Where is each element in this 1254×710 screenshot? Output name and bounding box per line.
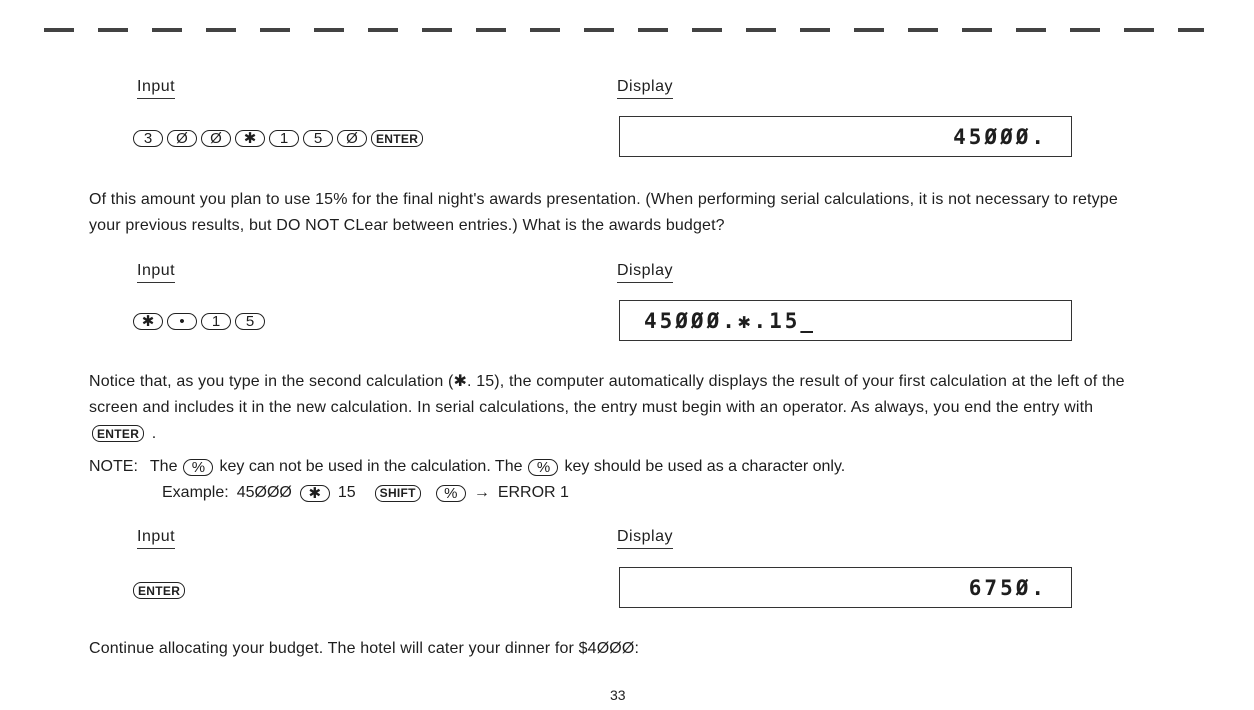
key-5[interactable]: 5 bbox=[303, 130, 333, 147]
key-sequence-3 bbox=[133, 582, 185, 599]
display-screen-3 bbox=[619, 567, 1072, 608]
note-text-pre: The bbox=[149, 458, 178, 475]
key-sequence-2 bbox=[133, 313, 265, 330]
paragraph-2-text: Notice that, as you type in the second calculation (✱. 15), the computer automatically displays the result of your first calculation at the left of the screen and includes it in the new calculation. In serial calculations, the entry must begin with an operator. As always, you end the entry with bbox=[89, 373, 1125, 416]
top-dashed-rule bbox=[44, 28, 1204, 32]
note-example bbox=[162, 480, 569, 506]
error-text: ERROR 1 bbox=[497, 484, 569, 501]
key-multiply[interactable]: ✱ bbox=[235, 130, 265, 147]
key-multiply[interactable]: ✱ bbox=[133, 313, 163, 330]
display-screen-1 bbox=[619, 116, 1072, 157]
key-percent[interactable]: % bbox=[436, 485, 466, 502]
key-multiply[interactable]: ✱ bbox=[300, 485, 330, 502]
note-text-mid: key can not be used in the calculation. The bbox=[219, 458, 523, 475]
key-sequence-1 bbox=[133, 130, 423, 147]
display-value-2: 45ØØØ.✱.15_ bbox=[644, 308, 817, 333]
key-1[interactable]: 1 bbox=[201, 313, 231, 330]
note-line bbox=[89, 454, 845, 480]
display-value-3: 675Ø. bbox=[968, 575, 1047, 600]
example-number: 15 bbox=[337, 484, 356, 501]
input-label-2: Input bbox=[137, 262, 175, 283]
key-enter[interactable]: ENTER bbox=[371, 130, 423, 147]
key-1[interactable]: 1 bbox=[269, 130, 299, 147]
key-zero[interactable]: Ø bbox=[167, 130, 197, 147]
key-percent[interactable]: % bbox=[183, 459, 213, 476]
key-zero[interactable]: Ø bbox=[201, 130, 231, 147]
display-label-1: Display bbox=[617, 78, 673, 99]
key-3[interactable]: 3 bbox=[133, 130, 163, 147]
paragraph-2 bbox=[89, 369, 1149, 447]
paragraph-1: Of this amount you plan to use 15% for the final night's awards presentation. (When performing serial calculations, it is not necessary to retype your previous results, but DO NOT CLear between entries.) What is the awards budget? bbox=[89, 191, 1118, 234]
example-value: 45ØØØ bbox=[236, 484, 292, 501]
input-label-1: Input bbox=[137, 78, 175, 99]
arrow-icon: → bbox=[473, 484, 490, 501]
input-label-3: Input bbox=[137, 528, 175, 549]
key-percent[interactable]: % bbox=[528, 459, 558, 476]
key-shift[interactable]: SHIFT bbox=[375, 485, 421, 502]
note-text-post: key should be used as a character only. bbox=[564, 458, 846, 475]
paragraph-2-end: . bbox=[151, 425, 157, 442]
page-number: 33 bbox=[610, 687, 626, 703]
example-label: Example: bbox=[162, 484, 229, 501]
key-enter[interactable]: ENTER bbox=[92, 425, 144, 442]
key-decimal-point[interactable]: • bbox=[167, 313, 197, 330]
paragraph-3: Continue allocating your budget. The hotel will cater your dinner for $4ØØØ: bbox=[89, 640, 640, 657]
display-label-3: Display bbox=[617, 528, 673, 549]
display-label-2: Display bbox=[617, 262, 673, 283]
key-zero[interactable]: Ø bbox=[337, 130, 367, 147]
key-enter[interactable]: ENTER bbox=[133, 582, 185, 599]
key-5[interactable]: 5 bbox=[235, 313, 265, 330]
display-value-1: 45ØØØ. bbox=[953, 124, 1047, 149]
display-screen-2 bbox=[619, 300, 1072, 341]
note-label: NOTE: bbox=[89, 458, 138, 475]
